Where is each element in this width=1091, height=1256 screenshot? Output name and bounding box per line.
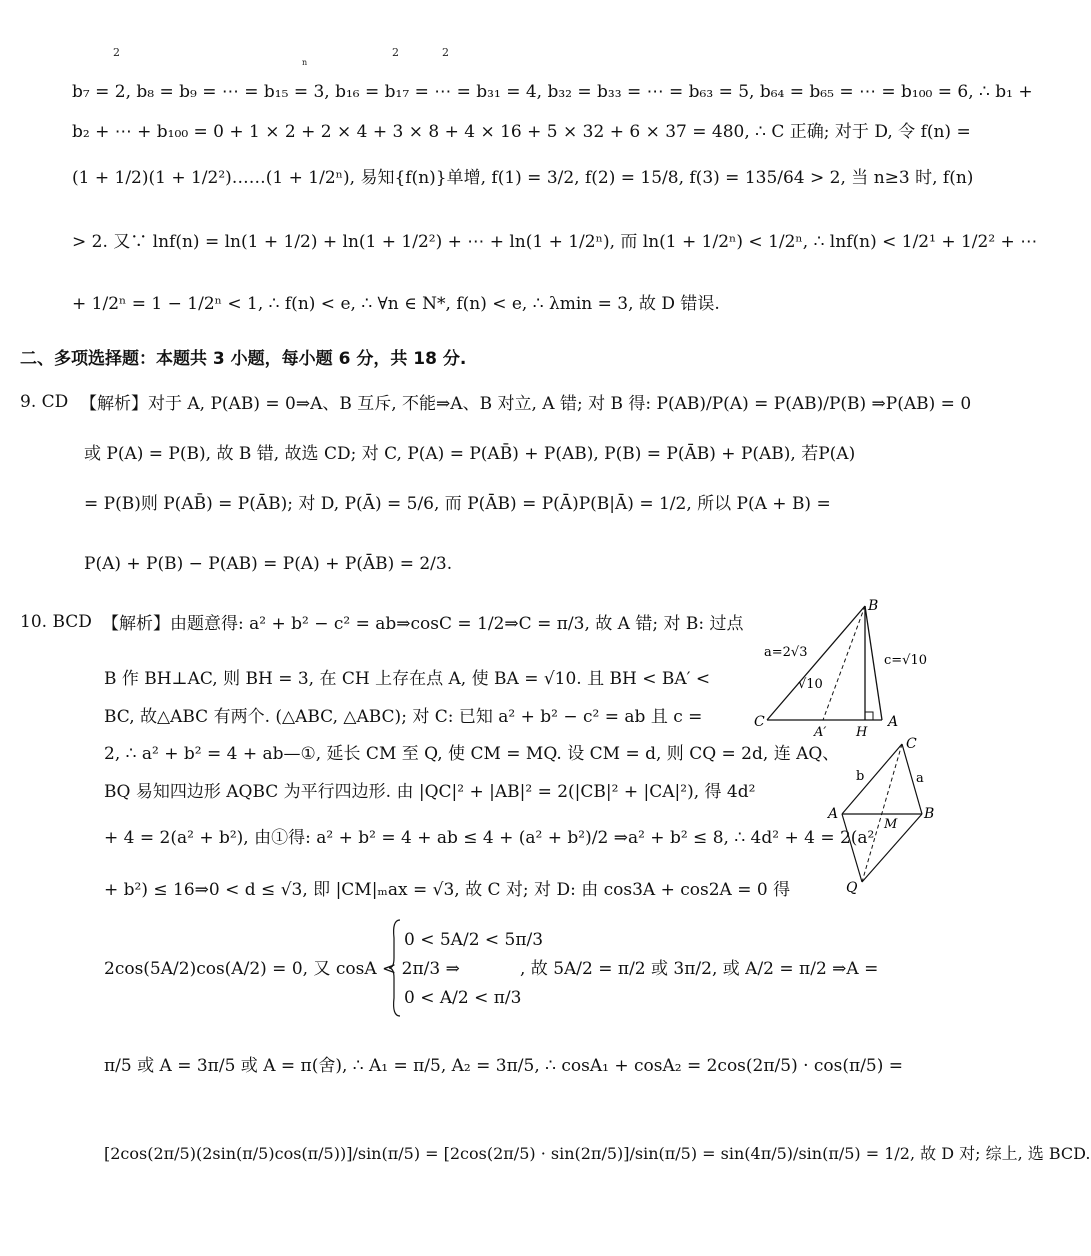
q9-line-1: 【解析】对于 A, P(AB) = 0⇒A、B 互斥, 不能⇒A、B 对立, A 错; 对 B 得: P(AB)/P(A) = P(AB)/P(B) ⇒P(AB) = 0 [80, 394, 972, 414]
q10-brace-bottom: 0 < A/2 < π/3 [404, 988, 522, 1008]
fig2-label-a: a [916, 771, 924, 786]
q10-line-4: 2, ∴ a² + b² = 4 + ab—①, 延长 CM 至 Q, 使 CM = MQ. 设 CM = d, 则 CQ = 2d, 连 AQ、 [104, 744, 840, 764]
q8-line-1: b₇ = 2, b₈ = b₉ = ⋯ = b₁₅ = 3, b₁₆ = b₁₇ = ⋯ = b₃₁ = 4, b₃₂ = b₃₃ = ⋯ = b₆₃ = 5, b₆₄ = b₆₅ = ⋯ = b₁₀₀ = 6, ∴ b₁ + [72, 82, 1033, 102]
q10-line-1: 【解析】由题意得: a² + b² − c² = ab⇒cosC = 1/2⇒C = π/3, 故 A 错; 对 B: 过点 [102, 614, 744, 634]
brace-icon [388, 918, 402, 1018]
q8-line-2: b₂ + ⋯ + b₁₀₀ = 0 + 1 × 2 + 2 × 4 + 3 × 8 + 4 × 16 + 5 × 32 + 6 × 37 = 480, ∴ C 正确; 对于 D, 令 f(n) = [72, 122, 971, 142]
fig1-label-a: a=2√3 [764, 645, 808, 660]
fig1-label-Aprime: A′ [814, 725, 827, 740]
q10-number: 10. BCD [20, 612, 92, 632]
q10-line-8c: , 故 5A/2 = π/2 或 3π/2, 或 A/2 = π/2 ⇒A = [520, 959, 879, 979]
fig2-label-b: b [856, 769, 865, 784]
fig1-label-A: A [888, 714, 899, 730]
q10-line-3: BC, 故△ABC 有两个. (△ABC, △ABC); 对 C: 已知 a² + b² − c² = ab 且 c = [104, 707, 703, 727]
q10-line-8a: 2cos(5A/2)cos(A/2) = 0, 又 cosA < 2π/3 ⇒ [104, 959, 460, 979]
fig1-label-B: B [868, 598, 879, 614]
q10-brace-top: 0 < 5A/2 < 5π/3 [404, 930, 544, 950]
q10-line-2: B 作 BH⊥AC, 则 BH = 3, 在 CH 上存在点 A, 使 BA = √10. 且 BH < BA′ < [104, 669, 711, 689]
parallelogram-figure [826, 736, 938, 896]
q10-line-5: BQ 易知四边形 AQBC 为平行四边形. 由 |QC|² + |AB|² = 2(|CB|² + |CA|²), 得 4d² [104, 782, 756, 802]
fig1-label-C: C [754, 714, 765, 730]
fig2-label-B: B [924, 806, 935, 822]
fragment-2c: 2 [442, 46, 449, 59]
q9-line-4: P(A) + P(B) − P(AB) = P(A) + P(ĀB) = 2/3. [84, 554, 453, 574]
fig2-label-Q: Q [846, 880, 858, 896]
fig1-label-c: c=√10 [884, 653, 927, 668]
q10-line-6: + 4 = 2(a² + b²), 由①得: a² + b² = 4 + ab ≤ 4 + (a² + b²)/2 ⇒a² + b² ≤ 8, ∴ 4d² + 4 = 2(a² [104, 828, 875, 848]
q8-line-4: > 2. 又∵ lnf(n) = ln(1 + 1/2) + ln(1 + 1/2²) + ⋯ + ln(1 + 1/2ⁿ), 而 ln(1 + 1/2ⁿ) < 1/2ⁿ, ∴ lnf(n) < 1/2¹ + 1/2² + ⋯ [72, 232, 1038, 252]
q9-number: 9. CD [20, 392, 69, 412]
fig1-label-median: √10 [798, 677, 823, 692]
q10-line-7: + b²) ≤ 16⇒0 < d ≤ √3, 即 |CM|ₘax = √3, 故 C 对; 对 D: 由 cos3A + cos2A = 0 得 [104, 880, 791, 900]
q8-line-3: (1 + 1/2)(1 + 1/2²)……(1 + 1/2ⁿ), 易知{f(n)}单增, f(1) = 3/2, f(2) = 15/8, f(3) = 135/64 > 2, 当 n≥3 时, f(n) [72, 168, 974, 188]
section-heading: 二、多项选择题：本题共 3 小题，每小题 6 分，共 18 分. [20, 349, 467, 369]
fig1-label-H: H [856, 725, 868, 740]
q8-line-5: + 1/2ⁿ = 1 − 1/2ⁿ < 1, ∴ f(n) < e, ∴ ∀n ∈ N*, f(n) < e, ∴ λmin = 3, 故 D 错误. [72, 294, 720, 314]
triangle-figure [740, 596, 940, 742]
q10-line-10: [2cos(2π/5)(2sin(π/5)cos(π/5))]/sin(π/5) = [2cos(2π/5) · sin(2π/5)]/sin(π/5) = sin(4π/5)/sin(π/5) = 1/2, 故 D 对; 综上, 选 BCD. [104, 1144, 1091, 1163]
fig2-label-M: M [884, 817, 898, 832]
q10-line-9: π/5 或 A = 3π/5 或 A = π(舍), ∴ A₁ = π/5, A₂ = 3π/5, ∴ cosA₁ + cosA₂ = 2cos(2π/5) · cos(π/5) = [104, 1056, 904, 1076]
fig2-label-C: C [906, 736, 917, 752]
fragment-2a: 2 [113, 46, 120, 59]
fig2-label-A: A [828, 806, 839, 822]
q9-line-3: = P(B)则 P(AB̄) = P(ĀB); 对 D, P(Ā) = 5/6, 而 P(ĀB) = P(Ā)P(B|Ā) = 1/2, 所以 P(A + B) = [84, 494, 831, 514]
fragment-2b: 2 [392, 46, 399, 59]
fragment-n: n [302, 58, 308, 67]
q9-line-2: 或 P(A) = P(B), 故 B 错, 故选 CD; 对 C, P(A) = P(AB̄) + P(AB), P(B) = P(ĀB) + P(AB), 若P(A) [84, 444, 856, 464]
